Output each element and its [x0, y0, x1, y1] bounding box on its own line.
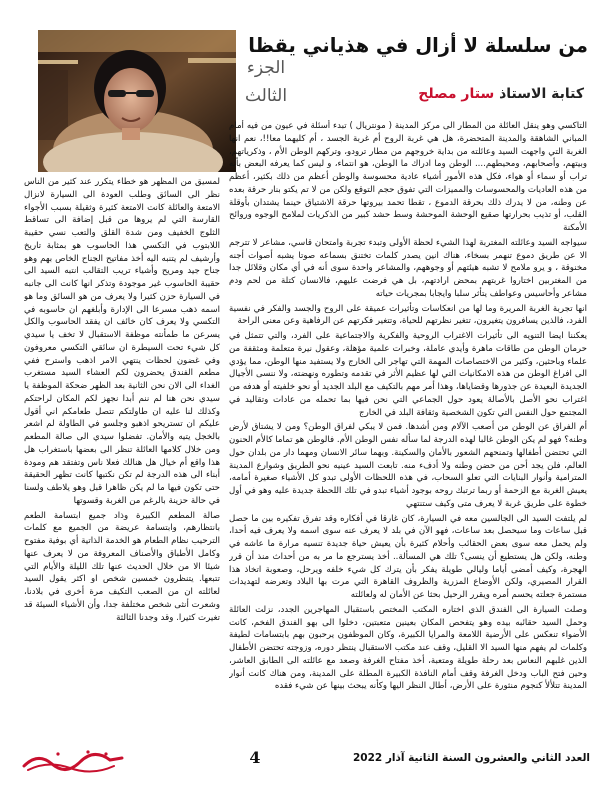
paragraph: وصلت السيارة الى الفندق الذي اختاره المكتب المختص باستقبال المهاجرين الجدد، نزلت العائلة وحمل السيد حقائبه بيده وهو يتفحص المكان بعينين متعبتين، دخلوا الى بهو الفندق الفخم، كانت الأضواء تنعكس على الأرضية اللامعة والمرايا الكبيرة، وكان الموظفون يرحبون بهم بابتسامات لطيفة وكلمات لم يفهم منها السيد الا القليل، وقف عند مكتب الاستقبال ينتظر دوره، وزوجته تحتضن الأطفال الذين غلبهم النعاس بعد رحلة طويلة ومتعبة، أخذ مفتاح الغرفة وصعد مع عائلته الى الطابق العاشر، وحين فتح الباب ودخل الغرفة وقف أمام النافذة الكبيرة المطلة على المدينة، ومن هناك كانت أنوار المدينة تتلألأ كنجوم منثورة على الأرض، أطال النظر اليها وكأنه يبحث بينها عن شيء فقده — [229, 604, 587, 692]
logo-mark — [18, 746, 128, 774]
paragraph: صالة المطعم الكبيرة وذاد جميع ابتسامة الطعم بانتظارهم، وابتسامة عريضة من الجميع مع كلمات الترحيب نظام الطعام هو الخدمة الذاتية أي بوفية مفتوح وكامل الأطباق والأصناف المعروفة من لا يعرف عنها شيئا الا من خلال الحديث عنها تلك الليلة والأيام التي تتبعها. يتنظرون خمسين شخص او اكثر يقول السيد لعائلته ان من الصعب التكيف مرة أخرى في بلادنا، وشعرت أنثى شخص مختلفة جدا، وأن الأشياء السيئة قد تغيرت كثيرا. وقد وجدنا الثالثة — [24, 510, 220, 623]
author-photo — [38, 30, 236, 172]
article-part — [236, 54, 296, 110]
page-number: 4 — [249, 748, 261, 767]
part-label: الجزء — [246, 58, 286, 78]
paragraph: سيواجه السيد وعائلته المغتربة لهذا الشيء لحظة الأولى وتبدء تجربة وامتحان قاسي، مشاعر لا تترجم الا عن طريق دموع تنهمر بسخاء، هناك انين يصدر كلمات تختنق بسماعه صوتا يشبه أصوات أجنه مخنوقة ، و يرو ملامح لا تشبه هيئتهم أو وجوههم، والمشاعر واحدة سوى أنه في أي مكان وقلائل جدا من المغتربين اختاروا غربتهم بمحض ارادتهم، بل هي فرضت عليهم، فالانسان كتلة من لحم ودم مشاعر وأحاسيس وعواطف يتأثر سلبا وايجابا بمجريات حياته — [229, 237, 587, 299]
author-portrait-image — [38, 30, 236, 172]
author-name: ستار مصلح — [418, 86, 495, 102]
article-title: من سلسلة لا أزال في هذياني يقظا — [248, 34, 588, 57]
issue-info: العدد الثاني والعشرون السنة الثانية آذار 2022 — [352, 752, 590, 764]
paragraph: أم الفراق عن الوطن من أصعب الآلام ومن أشدها. فمن لا يبكي لفراق الوطن؟ ومن لا يشتاق لأرض وطنه؟ فهو لم يكن الوطن غالبا لهذه الدرجة لما سأله نفس الوطن الأم. فالوطن هو تماما كالأم الحنون التي تحتضن أطفالها وتمنحهم الشعور بالأمان والسكينة. وبهما سائر الانسان ومهما دار من بلدان حول العالم، فلن يجد أحن من حضن وطنه ولا أدفء منه. تابعت السيد عينيه نحو الطريق وشوارع المدينة المترامية وأنوار البنايات التي تعلو السحاب، في هذه اللحظات الأولى تبدو كل الأشياء صغيرة أمامه، يعيش الغربة مع الزحمة أو ربما ترتبك روحه بوجود أشياء تبدو في تلك اللحظة جديدة عليه وهو في أول خطوة على طريق غربة لا يعرف متى وكيف ستنتهي — [229, 422, 587, 509]
byline-label: كتابة الاستاذ — [499, 86, 584, 102]
article-byline — [300, 86, 584, 102]
paragraph: يعكننا ايضا التنويه الى تأثيرات الاغتراب الروحية والفكرية والاجتماعية على الفرد، والتي تتمثل في حرمان الوطن من طاقات ماهرة وأيدي عاملة، وخبرات علمية مؤهلة، وعقول نيرة متعلمة ومثقفة من علماء وباحثين، وكثير من الاختصاصات المهمة التي تهاجر الى الخارج ولا يستفيد منها الوطن، مما يؤدي الى افراغ الوطن من هذه الامكانيات التي لها عظيم الأثر في تقدمه وتطوره ونهضته، ولا ننسى الأجيال الجديدة البعيدة عن جذورها وقضاياها، وهذا أمر مهم بالتكيف مع البلد الجديد أو نحو خلفيته أو هدفه من اغتراب نحو الأصل بالأصالة يعود حول الجماعي التي نحن فيها بما تحمله من عادات وتقاليد في المجتمع حول النفس التي تكون الشخصية وثقافة البلد في الخارج — [229, 331, 587, 418]
text-column-right — [229, 120, 587, 740]
part-number: الثالث — [244, 86, 288, 106]
paragraph: التاكسي وهو ينقل العائلة من المطار الى مركز المدينة ( مونتريال ) تبدء أسئلة في عيون من فيه أمام المباني الشاهقة والمدينة المتحضرة، هل هي غربة الروح أم غربة الجسد ، أم كليهما معا!!، نعم انها الغربة التي واجهت السيد وعائلته من بداية خروجهم من مطار ترودو، وتركهم الوطن الأم ، وذكرياتهم، وبيتهم، وأصحابهم، ومحيطهم.... الوطن وما ادراك ما الوطن، هو انتماء، و ليس كما يعرفه البعض بأنه تراب أو سماء أو هواء، فكل هذه الأمور أشياء عادية محسوسة والوطن أعظم من ذلك بكثير، أعظم من هذه العاديات والمحسوسات والمميزات التي تفوق حجم التوقع ولكن من لا تم يكتو بنار حرقة بعده عن وطنه، من لا يدرك ذلك بحرقة الدموع ، تقطا تحمد بيروتها حرقة الاشتياق حينما يشتدان بأوقلة القلب، أو تذيب بحرارتها صقيع الوحشة الموحشة وسط حشد كبير من الذكريات لملامح الوجوه وروائح الأمكنة — [229, 121, 587, 233]
paragraph: انها تجربة الغربة المريرة وما لها من انعكاسات وتأثيرات عميقة على الروح والجسد والفكر في نفسية الفرد، فالذين يسافرون يتغيرون، تتغير نظرتهم للحياة، وتتغير فكرتهم عن الرفاهية وعن معنى الراحة — [229, 303, 587, 327]
paragraph: لم يلتفت السيد الى الجالسين معه في السيارة، كان غارقا في أفكاره وقد تفرق تفكيره بين ما حصل قبل ساعات وما سيحصل بعد ساعات، فهو الآن في بلد لا يعرف عنه سوى اسمه ولا يعرف فيه أحدا، ولم يحمل معه سوى بعض الحقائب وأحلام كثيرة بأن يعيش حياة جديدة تنسيه مرارة ما عاشه في وطنه، ولكن هل يستطيع أن ينسى؟ تلك هي المسألة.. أخذ يسترجع ما مر به من أحداث منذ أن قرر الهجرة، وكيف أمضى أياما وليالي طويلة يفكر بأن يترك كل شيء خلفه ويرحل، وصعوبة اتخاذ هذا القرار المصيري، ولكن الأوضاع المزرية والظروف القاهرة التي مرت بها البلاد وتعرضه لتهديدات مستمرة جعلته يحسم أمره ويقرر الرحيل بحثا عن الأمان له ولعائلته — [229, 513, 587, 600]
publisher-logo — [18, 746, 128, 774]
text-column-left — [24, 176, 220, 786]
paragraph: لمسيق من المظهر هو خطاء يتكرر عند كثير من الناس نظر الى السائق وطلب العودة الى السيارة لانزال الامتعة والعائلة كانت الامتعة كثيرة وثقيلة بسبب الأجواء القارسة التي لم يروها من قبل إضافة الى تساقط الثلوج الخفيف ومن شدة القلق والتعب نسي حقيبة اللابتوب في التكسي هذا الحاسوب هو بمثابة تاريخ وأرشيف لم يتنبه اليه أخذ مفاتيح الجناح الخاص بهم وهو جناح جيد ومريح وأشياء تريب التقالب انتبه السيد الى حقيبة الحاسوب غير موجودة وتذكر انها كانت الى جانبه في السيارة حزن كثيرا ولا يعرف من هو السائق وما هو اسمه ذهب مسرعا الى الإدارة وأبلغهم ان حاسوبه في التكسي ولا يعرف كان خائف ان يفقد الحاسوب والكل يسرعن ما طمأنته موظفة الاستقبال لا تخف يا سيدي كل شيء تحت السيطرة ان سائقي التكسي معروفون وفي غضون لحظات ينتهي الامر اذهب واسترح ففي مطعم الفندق يحضرون لكم العشاء السيد مستغرب الغداء الى الان نحن الثانية بعد الظهر ضحكة الموظفة يا سيدي نحن هنا لم ننم أبدا نجهز لكم المكان لراحتكم وكذلك لنا عليه ان طاولتكم تتصل طعامكم اني أقول عليكم ان تستريحو اذهبو وجلسو في الطاولة لم اشعر بالخجل يتيه والأمان. تفضلوا سيدي الى صالة المطعم ومن خلال كلامها العائلة تنظر الى بعضها باستغراب هل هذا واقع أم خيال هل هنالك فعلا ناس وتفتقد هم ومودة أبناء الى هذه الدرجة لم تكن نكتبها كانت تظهر الحقيقة حتى تكون فيها ما لم يكن ظاهرا قبل وهو يلاطف ولسنا في حالة حزينة بالرغم من الغربة وقسوتها — [24, 177, 220, 506]
